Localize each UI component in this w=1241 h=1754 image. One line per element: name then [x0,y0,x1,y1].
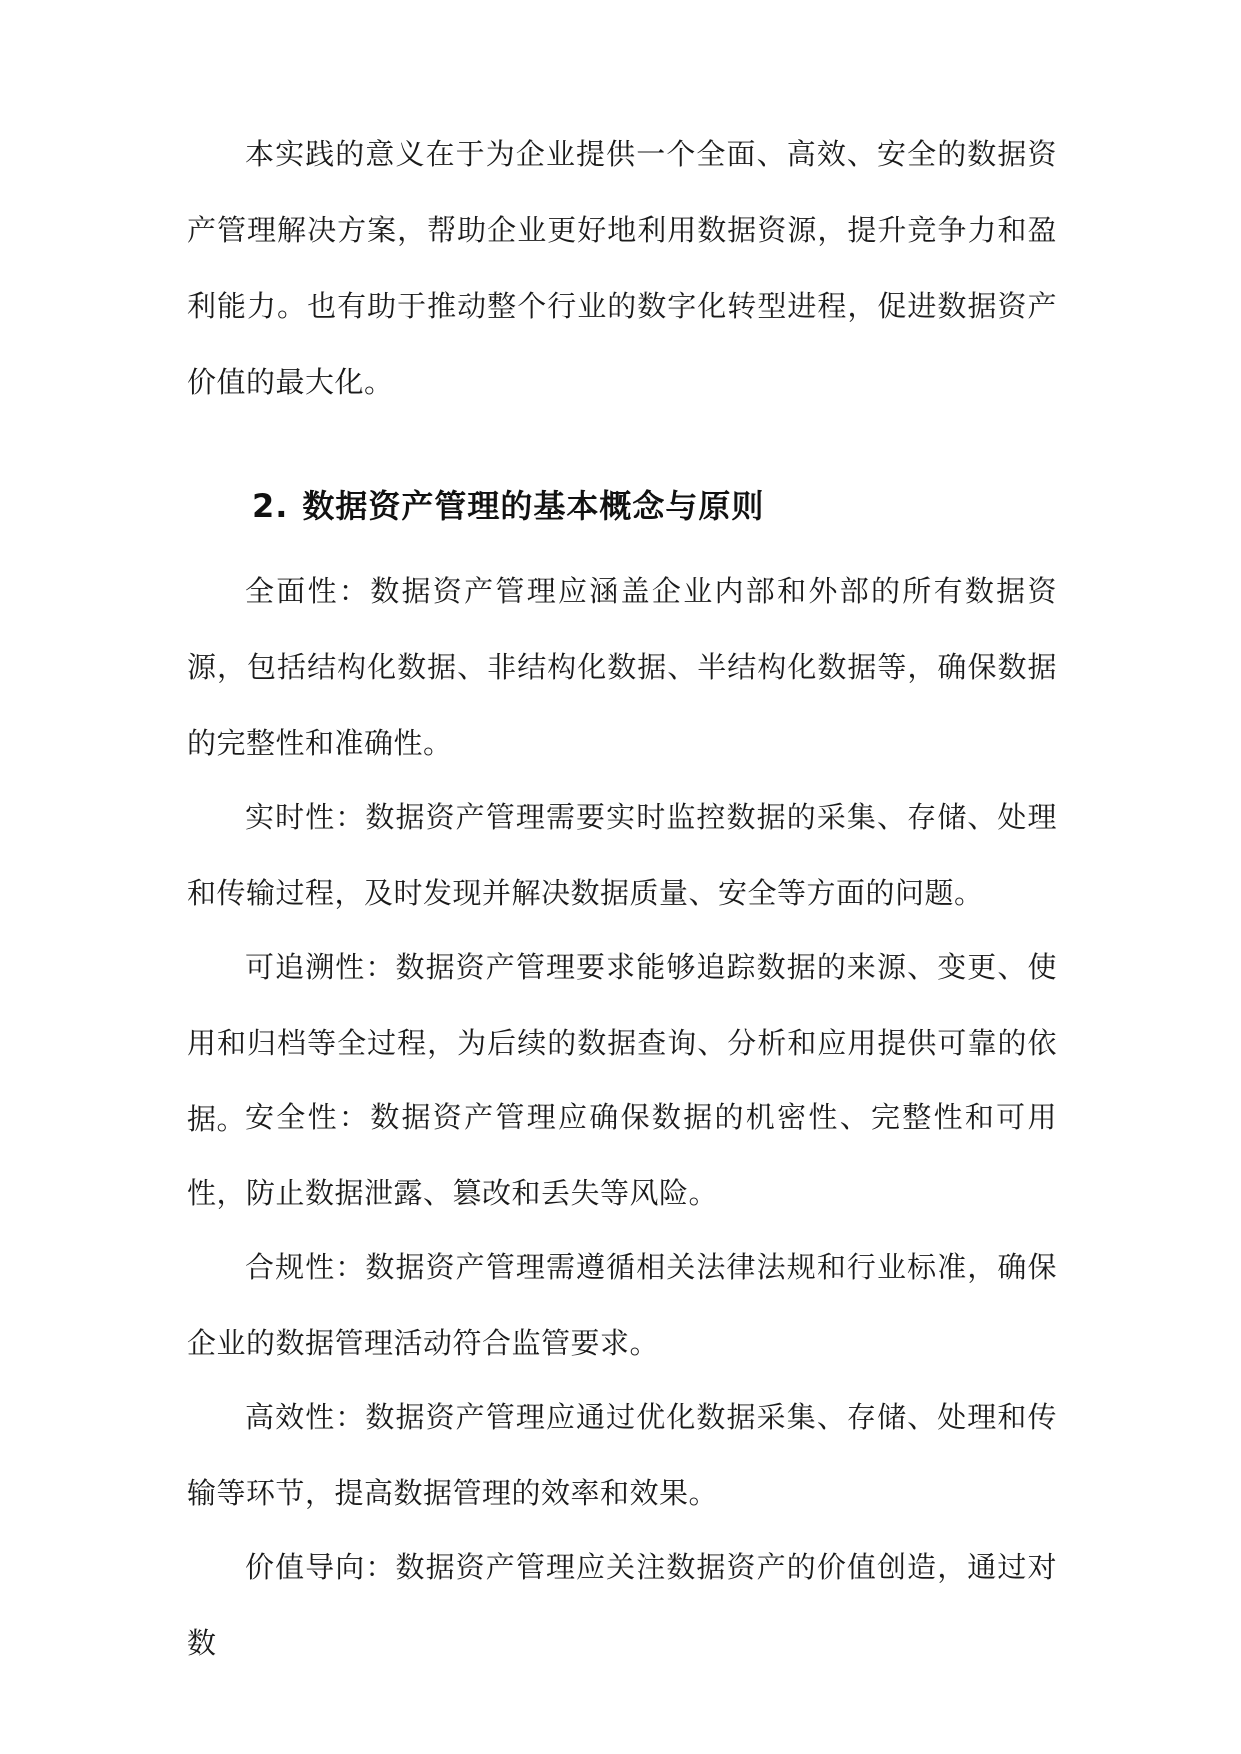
section-heading [252,478,764,534]
paragraph-efficiency: 高效性：数据资产管理应通过优化数据采集、存储、处理和传输等环节，提高数据管理的效率和效果。 [187,1400,1057,1510]
paragraph-traceability: 可追溯性：数据资产管理要求能够追踪数据的来源、变更、使用和归档等全过程，为后续的数据查询、分析和应用提供可靠的依据。 [187,950,1057,1136]
intro-paragraph: 本实践的意义在于为企业提供一个全面、高效、安全的数据资产管理解决方案，帮助企业更好地利用数据资源，提升竞争力和盈利能力。也有助于推动整个行业的数字化转型进程，促进数据资产价值的最大化。 [187,137,1057,399]
section-number: 2. [252,487,289,525]
paragraph-comprehensiveness: 全面性：数据资产管理应涵盖企业内部和外部的所有数据资源，包括结构化数据、非结构化数据、半结构化数据等，确保数据的完整性和准确性。 [187,574,1057,760]
paragraph-real-time: 实时性：数据资产管理需要实时监控数据的采集、存储、处理和传输过程，及时发现并解决数据质量、安全等方面的问题。 [187,800,1057,910]
section-title: 数据资产管理的基本概念与原则 [302,487,765,525]
paragraph-security: 安全性：数据资产管理应确保数据的机密性、完整性和可用性，防止数据泄露、篡改和丢失等风险。 [187,1100,1057,1210]
paragraph-compliance: 合规性：数据资产管理需遵循相关法律法规和行业标准，确保企业的数据管理活动符合监管要求。 [187,1250,1057,1360]
paragraph-value-oriented: 价值导向：数据资产管理应关注数据资产的价值创造，通过对数 [187,1550,1057,1660]
